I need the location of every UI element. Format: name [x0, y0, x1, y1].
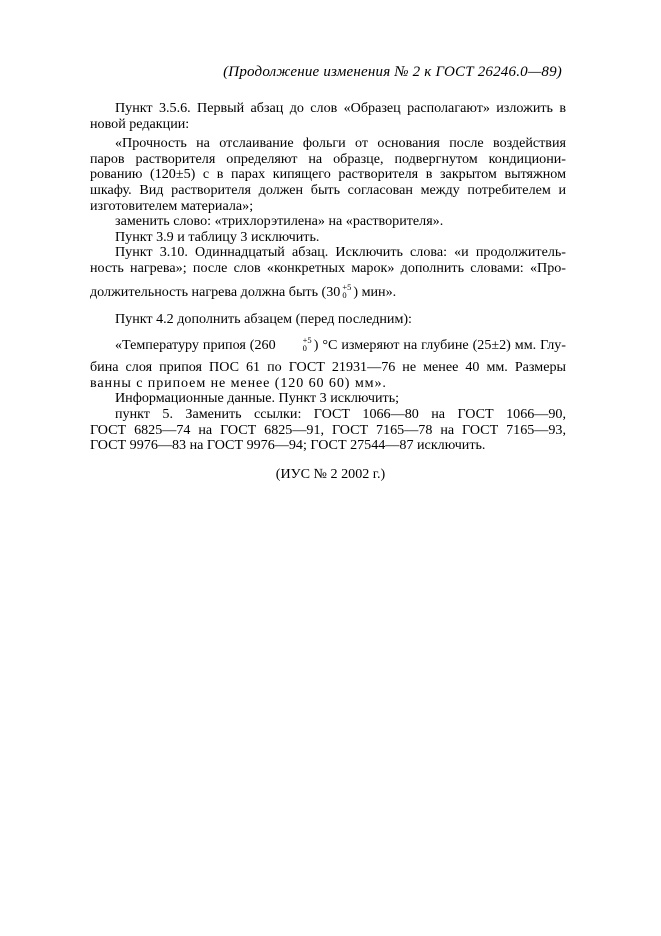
page-header: (Продолжение изменения № 2 к ГОСТ 26246.0—89): [223, 64, 562, 80]
text-line: Пункт 4.2 дополнить абзацем (перед последним):: [115, 310, 412, 327]
tolerance: [342, 283, 351, 299]
paragraph-references: [90, 407, 566, 454]
text-line: ГОСТ 6825—74 на ГОСТ 6825—91, ГОСТ 7165—78 на ГОСТ 7165—93,: [90, 421, 566, 438]
paragraph-3-10: [90, 245, 566, 300]
text-line: новой редакции:: [90, 115, 190, 132]
text-line: Пункт 3.10. Одиннадцатый абзац. Исключить слова: «и продолжитель-: [115, 244, 566, 261]
text-line: рованию (120±5) с в парах кипящего растворителя в закрытом вытяжном: [90, 166, 566, 183]
text-line: шкафу. Вид растворителя должен быть согласован между потребителем и: [90, 181, 566, 198]
text-line-with-tolerance: [90, 281, 566, 301]
paragraph-new-edition: [90, 136, 566, 214]
text-line-with-tolerance: [90, 335, 566, 354]
text-fragment: «Температуру припоя (260: [115, 337, 276, 354]
tolerance-upper: +5: [302, 335, 312, 346]
text-line: Пункт 3.5.6. Первый абзац до слов «Образец располагают» изложить в: [115, 100, 566, 116]
paragraph-3-9: [90, 230, 566, 246]
document-body: [90, 101, 566, 454]
text-line: ванны с припоем не менее (120 60 60) мм».: [90, 374, 387, 391]
paragraph-3-5-6: [90, 101, 566, 132]
text-line: изготовителем материала»;: [90, 197, 254, 214]
publication-note: (ИУС № 2 2002 г.): [275, 466, 386, 482]
text-line: ГОСТ 9976—83 на ГОСТ 9976—94; ГОСТ 27544—87 исключить.: [90, 437, 486, 454]
text-line: Информационные данные. Пункт 3 исключить;: [115, 390, 400, 407]
text-fragment: ) мин».: [353, 283, 397, 300]
text-line: заменить слово: «трихлорэтилена» на «растворителя».: [115, 213, 444, 230]
paragraph-solder-temperature: [90, 335, 566, 391]
tolerance-upper: +5: [342, 281, 352, 292]
paragraph-4-2: [90, 312, 566, 328]
tolerance: [278, 336, 312, 352]
text-line: ность нагрева»; после слов «конкретных марок» дополнить словами: «Про-: [90, 259, 566, 276]
text-line: бина слоя припоя ПОС 61 по ГОСТ 21931—76 не менее 40 мм. Размеры: [90, 359, 566, 376]
paragraph-info-data: [90, 391, 566, 407]
text-fragment: должительность нагрева должна быть (30: [90, 283, 341, 300]
text-line: пункт 5. Заменить ссылки: ГОСТ 1066—80 на ГОСТ 1066—90,: [115, 405, 566, 422]
text-line: паров растворителя определяют на образце, подвергнутом кондициони-: [90, 150, 566, 167]
paragraph-replace-word: [90, 214, 566, 230]
text-fragment: ) °С измеряют на глубине (25±2) мм. Глу-: [313, 337, 566, 354]
text-line: Пункт 3.9 и таблицу 3 исключить.: [115, 228, 320, 245]
tolerance-lower: 0: [342, 289, 347, 300]
tolerance-lower: 0: [302, 343, 307, 354]
text-line: «Прочность на отслаивание фольги от основания после воздействия: [115, 135, 566, 152]
